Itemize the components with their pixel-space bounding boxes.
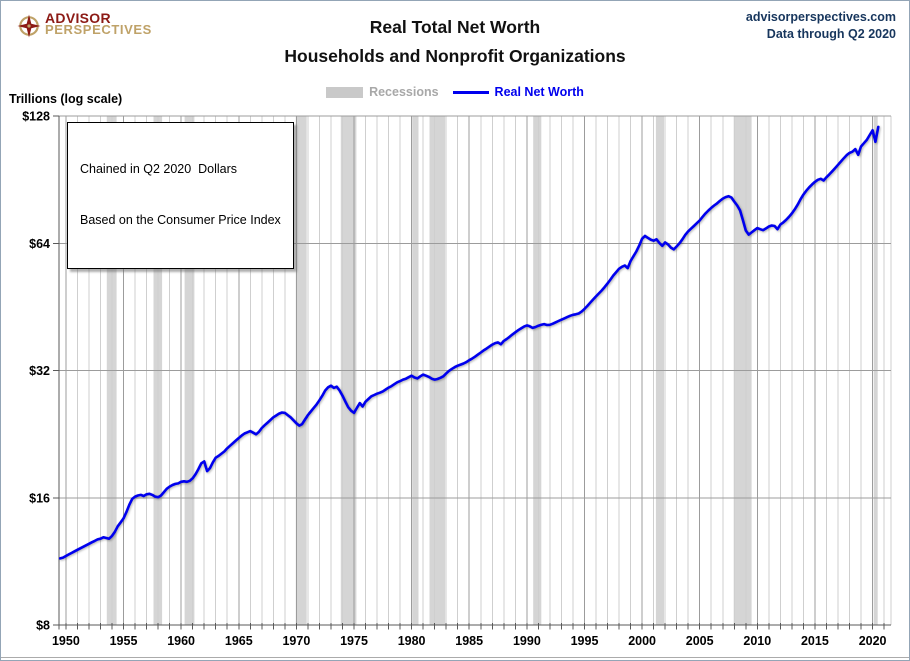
x-tick-label: 1980 bbox=[397, 634, 426, 648]
y-tick-label: $128 bbox=[22, 109, 50, 124]
annotation-line-1: Chained in Q2 2020 Dollars bbox=[80, 162, 238, 176]
x-tick-label: 2000 bbox=[628, 634, 657, 648]
y-tick-label: $64 bbox=[29, 236, 50, 251]
x-tick-label: 1955 bbox=[109, 634, 138, 648]
y-tick-label: $8 bbox=[36, 618, 50, 633]
x-tick-label: 1950 bbox=[51, 634, 80, 648]
chart-annotation bbox=[67, 122, 294, 269]
logo-advisor: ADVISOR bbox=[45, 10, 111, 26]
site-link[interactable]: advisorperspectives.com bbox=[745, 10, 896, 24]
plot-area bbox=[1, 1, 909, 660]
x-tick-label: 2005 bbox=[685, 634, 714, 648]
x-tick-label: 1995 bbox=[570, 634, 599, 648]
y-tick-label: $16 bbox=[29, 491, 50, 506]
x-tick-label: 1970 bbox=[282, 634, 311, 648]
x-tick-label: 2020 bbox=[858, 634, 887, 648]
annotation-line-2: Based on the Consumer Price Index bbox=[80, 213, 281, 227]
x-tick-label: 1960 bbox=[167, 634, 196, 648]
legend-recessions-label: Recessions bbox=[369, 85, 439, 99]
x-tick-label: 1985 bbox=[455, 634, 484, 648]
y-axis-unit-label: Trillions (log scale) bbox=[9, 92, 123, 106]
x-tick-label: 2015 bbox=[800, 634, 829, 648]
x-tick-label: 1975 bbox=[340, 634, 368, 648]
x-tick-label: 1990 bbox=[512, 634, 541, 648]
title-line-2: Households and Nonprofit Organizations bbox=[284, 46, 626, 66]
data-through-label: Data through Q2 2020 bbox=[766, 27, 896, 41]
legend-net-worth-label: Real Net Worth bbox=[494, 85, 584, 99]
title-line-1: Real Total Net Worth bbox=[369, 17, 541, 37]
x-axis bbox=[52, 634, 887, 648]
logo-perspectives: PERSPECTIVES bbox=[45, 22, 152, 37]
x-tick-label: 2010 bbox=[743, 634, 772, 648]
x-tick-label: 1965 bbox=[224, 634, 253, 648]
y-tick-label: $32 bbox=[29, 364, 50, 378]
